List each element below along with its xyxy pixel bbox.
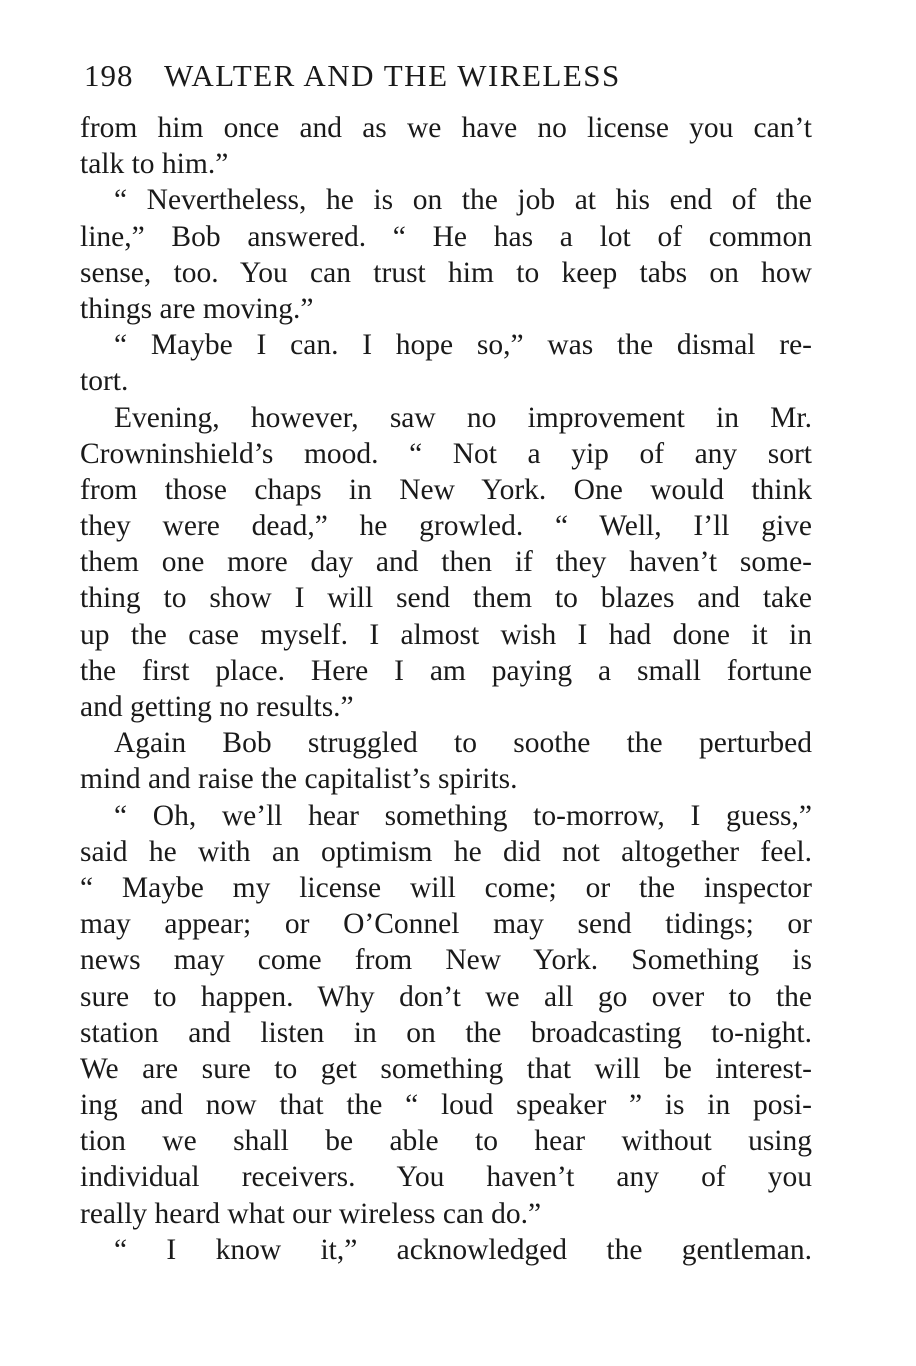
text-line: station and listen in on the broadcasting to-night. — [80, 1016, 812, 1049]
text-line: talk to him.” — [80, 148, 229, 181]
text-line: said he with an optimism he did not altogether feel. — [80, 835, 812, 868]
text-line: Again Bob struggled to soothe the perturbed — [114, 727, 812, 760]
text-line: news may come from New York. Something is — [80, 944, 812, 977]
text-line: they were dead,” he growled. “ Well, I’ll give — [80, 510, 812, 543]
text-line: “ I know it,” acknowledged the gentleman. — [114, 1233, 812, 1266]
page-number: 198 — [84, 58, 134, 93]
text-line: tort. — [80, 365, 129, 398]
running-title: WALTER AND THE WIRELESS — [164, 58, 621, 93]
text-line: sense, too. You can trust him to keep tabs on how — [80, 256, 812, 289]
text-line: may appear; or O’Connel may send tidings; or — [80, 908, 812, 941]
text-line: up the case myself. I almost wish I had done it in — [80, 618, 812, 651]
text-line: ing and now that the “ loud speaker ” is in posi- — [80, 1089, 812, 1122]
text-line: “ Maybe I can. I hope so,” was the dismal re- — [114, 329, 812, 362]
text-line: Evening, however, saw no improvement in Mr. — [114, 401, 812, 434]
text-line: sure to happen. Why don’t we all go over to the — [80, 980, 812, 1013]
text-line: them one more day and then if they haven’t some- — [80, 546, 812, 579]
text-line: individual receivers. You haven’t any of you — [80, 1161, 812, 1194]
text-line: the first place. Here I am paying a small fortune — [80, 654, 812, 687]
text-line: We are sure to get something that will be interest- — [80, 1052, 812, 1085]
text-line: tion we shall be able to hear without using — [80, 1125, 812, 1158]
text-line: from him once and as we have no license you can’t — [80, 112, 812, 144]
body-text — [80, 110, 812, 1268]
text-line: thing to show I will send them to blazes and take — [80, 582, 812, 615]
text-line: line,” Bob answered. “ He has a lot of common — [80, 220, 812, 253]
text-line: Crowninshield’s mood. “ Not a yip of any sort — [80, 437, 812, 470]
text-line: “ Nevertheless, he is on the job at his end of the — [114, 184, 812, 217]
text-line: “ Maybe my license will come; or the inspector — [80, 871, 812, 904]
text-line: mind and raise the capitalist’s spirits. — [80, 763, 518, 796]
text-line: “ Oh, we’ll hear something to-morrow, I guess,” — [114, 799, 812, 832]
text-line: from those chaps in New York. One would think — [80, 473, 812, 506]
running-head — [84, 56, 824, 96]
text-line: things are moving.” — [80, 292, 314, 325]
text-line: really heard what our wireless can do.” — [80, 1197, 542, 1230]
text-line: and getting no results.” — [80, 691, 354, 723]
